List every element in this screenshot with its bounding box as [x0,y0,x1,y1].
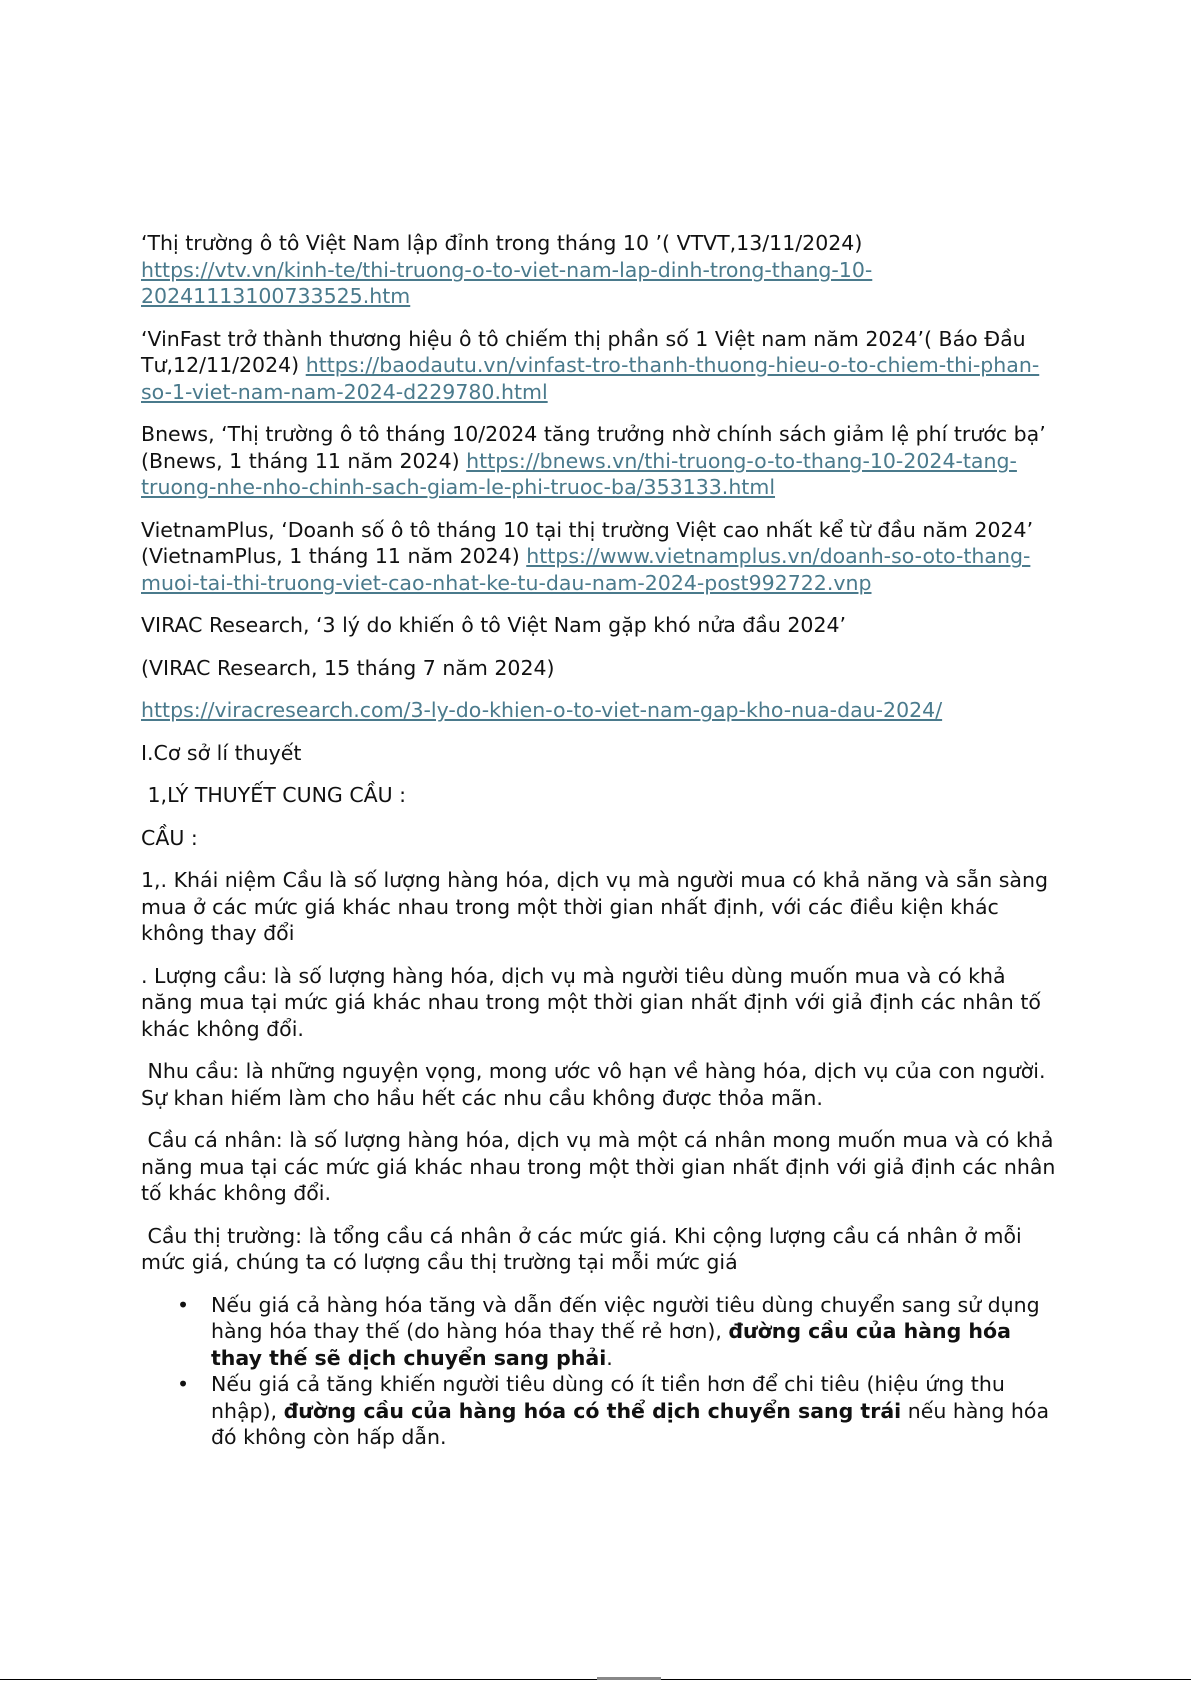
paragraph-luong-cau: . Lượng cầu: là số lượng hàng hóa, dịch vụ mà người tiêu dùng muốn mua và có khả năng mua tại mức giá khác nhau trong một thời gian nhất định với giả định các nhân tố khác không đổi. [141,963,1041,1041]
paragraph-nhu-cau: Nhu cầu: là những nguyện vọng, mong ước vô hạn về hàng hóa, dịch vụ của con người. Sự khan hiếm làm cho hầu hết các nhu cầu không được thỏa mãn. [141,1059,1053,1110]
bullet-bold-text: đường cầu của hàng hóa có thể dịch chuyển sang trái [283,1398,902,1423]
reference-text: VietnamPlus, ‘Doanh số ô tô tháng 10 tại thị trường Việt cao nhất kể từ đầu năm 2024’ (VietnamPlus, 1 tháng 11 năm 2024) [141,517,1034,568]
list-item [141,1371,1061,1451]
reference-link[interactable]: https://bnews.vn/thi-truong-o-to-thang-10-2024-tang-truong-nhe-nho-chinh-sach-giam-le-phi-truoc-ba/353133.html [141,448,1017,499]
bullet-icon: • [177,1372,190,1396]
section-heading: I.Cơ sở lí thuyết [141,740,302,765]
reference-link[interactable]: https://www.vietnamplus.vn/doanh-so-oto-thang-muoi-tai-thi-truong-viet-cao-nhat-ke-tu-dau-nam-2024-post992722.vnp [141,544,1031,595]
page-bottom-border [0,1679,1191,1680]
bullet-text: Nếu giá cả tăng khiến người tiêu dùng có ít tiền hơn để chi tiêu (hiệu ứng thu nhập), [211,1372,1005,1423]
reference-text: ‘Thị trường ô tô Việt Nam lập đỉnh trong tháng 10 ’( VTVT,13/11/2024) [141,231,863,255]
paragraph-cau-ca-nhan: Cầu cá nhân: là số lượng hàng hóa, dịch vụ mà một cá nhân mong muốn mua và có khả năng mua tại các mức giá khác nhau trong một thời gian nhất định với giả định các nhân tố khác không đổi. [141,1128,1062,1205]
document-body [141,230,1061,1451]
paragraph-cau-thi-truong: Cầu thị trường: là tổng cầu cá nhân ở các mức giá. Khi cộng lượng cầu cá nhân ở mỗi mức giá, chúng ta có lượng cầu thị trường tại mỗi mức giá [141,1223,1029,1274]
reference-link[interactable]: https://vtv.vn/kinh-te/thi-truong-o-to-viet-nam-lap-dinh-trong-thang-10-20241113100733525.htm [141,257,873,308]
reference-virac-title: VIRAC Research, ‘3 lý do khiến ô tô Việt Nam gặp khó nửa đầu 2024’ [141,613,847,637]
bullet-icon: • [177,1292,190,1317]
reference-virac-url [141,697,1061,724]
reference-link[interactable]: https://viracresearch.com/3-ly-do-khien-o-to-viet-nam-gap-kho-nua-dau-2024/ [141,698,943,722]
reference-vietnamplus [141,517,1061,597]
paragraph-khai-niem-cau: 1,. Khái niệm Cầu là số lượng hàng hóa, dịch vụ mà người mua có khả năng và sẵn sàng mua ở các mức giá khác nhau trong một thời gian nhất định, với các điều kiện khác không thay đổi [141,868,1048,945]
bullet-text: Nếu giá cả hàng hóa tăng và dẫn đến việc người tiêu dùng chuyển sang sử dụng hàng hóa thay thế (do hàng hóa thay thế rẻ hơn), [211,1292,1040,1343]
reference-text: ‘VinFast trở thành thương hiệu ô tô chiếm thị phần số 1 Việt nam năm 2024’( Báo Đầu Tư,12/11/2024) [141,326,1026,377]
reference-bnews [141,421,1061,501]
reference-text: Bnews, ‘Thị trường ô tô tháng 10/2024 tăng trưởng nhờ chính sách giảm lệ phí trước bạ’ (Bnews, 1 tháng 11 năm 2024) [141,422,1046,473]
cau-label: CẦU : [141,825,198,850]
bullet-text-end: nếu hàng hóa đó không còn hấp dẫn. [211,1398,1050,1449]
bullet-bold-text: đường cầu của hàng hóa thay thế sẽ dịch chuyển sang phải [211,1319,1011,1370]
reference-virac-source: (VIRAC Research, 15 tháng 7 năm 2024) [141,655,555,680]
reference-vtv [141,230,1061,310]
list-item [141,1292,1061,1372]
page-bottom-marker [597,1677,661,1680]
reference-baodautu [141,326,1061,406]
reference-link[interactable]: https://baodautu.vn/vinfast-tro-thanh-thuong-hieu-o-to-chiem-thi-phan-so-1-viet-nam-nam-2024-d229780.html [141,353,1040,404]
subheading: 1,LÝ THUYẾT CUNG CẦU : [141,783,407,807]
bullet-list [141,1292,1061,1451]
bullet-text-end: . [606,1345,613,1370]
